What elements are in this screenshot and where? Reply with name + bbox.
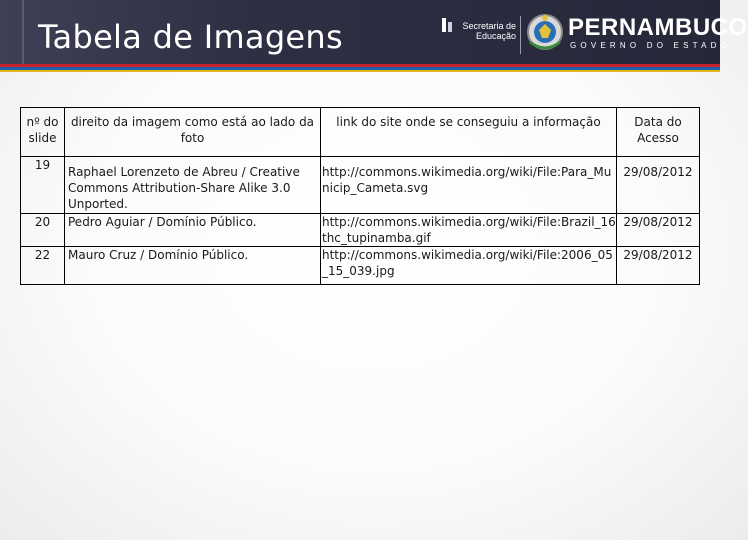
slide-number-cell: 19 xyxy=(21,157,65,214)
slide-number-cell: 22 xyxy=(21,247,65,285)
secretaria-line-2: Educação xyxy=(475,31,516,41)
state-subtitle: GOVERNO DO ESTADO xyxy=(570,41,732,50)
header-source-link: link do site onde se conseguiu a informação xyxy=(321,108,617,157)
image-credits-table xyxy=(20,107,700,285)
header-bar xyxy=(0,0,748,64)
access-date-cell: 29/08/2012 xyxy=(617,214,700,247)
access-date-cell: 29/08/2012 xyxy=(617,157,700,214)
header-accent-line xyxy=(22,0,24,64)
table-row xyxy=(21,214,700,247)
image-rights-cell: Raphael Lorenzeto de Abreu / Creative Commons Attribution-Share Alike 3.0 Unported. xyxy=(65,157,321,214)
source-link[interactable]: http://commons.wikimedia.org/wiki/File:2006_05_15_039.jpg xyxy=(321,247,617,285)
source-link[interactable]: http://commons.wikimedia.org/wiki/File:Brazil_16thc_tupinamba.gif xyxy=(322,215,616,245)
header-access-date: Data do Acesso xyxy=(617,108,700,157)
table-row xyxy=(21,247,700,285)
coat-of-arms-icon xyxy=(524,10,566,56)
slide-number-cell: 20 xyxy=(21,214,65,247)
image-rights-cell: Mauro Cruz / Domínio Público. xyxy=(65,247,321,285)
logo-divider xyxy=(520,16,521,54)
secretaria-logo-icon xyxy=(440,14,454,54)
secretaria-label xyxy=(456,21,516,41)
source-link[interactable]: http://commons.wikimedia.org/wiki/File:Para_Municip_Cameta.svg xyxy=(321,157,617,214)
header-slide-number: nº do slide xyxy=(21,108,65,157)
flag-stripe-yellow xyxy=(0,70,720,72)
page-title: Tabela de Imagens xyxy=(38,18,343,56)
secretaria-line-1: Secretaria de xyxy=(462,21,516,31)
table-header-row xyxy=(21,108,700,157)
table-row xyxy=(21,157,700,214)
image-rights-cell: Pedro Aguiar / Domínio Público. xyxy=(65,214,321,247)
header-image-rights: direito da imagem como está ao lado da foto xyxy=(65,108,321,157)
access-date-cell: 29/08/2012 xyxy=(617,247,700,285)
state-name: PERNAMBUCO xyxy=(568,14,748,41)
